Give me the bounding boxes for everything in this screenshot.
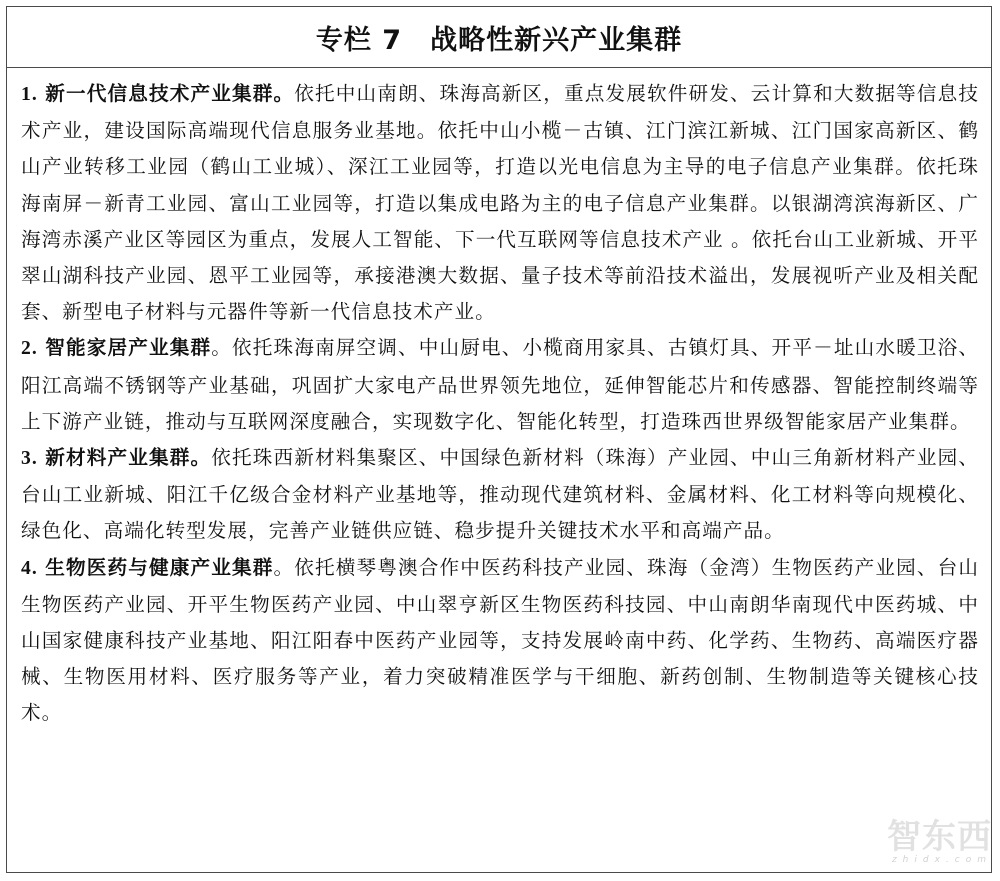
section-body: 。依托横琴粤澳合作中医药科技产业园、珠海（金湾）生物医药产业园、台山生物医药产业园、开平生物医药产业园、中山翠亨新区生物医药科技园、中山南朗华南现代中医药城、中山国家健康科技产业基地、阳江阳春中医药产业园等，支持发展岭南中药、化学药、生物药、高端医疗器械、生物医用材料、医疗服务等产业，着力突破精准医学与干细胞、新药创制、生物制造等关键核心技术。 (21, 555, 979, 725)
section-number: 4. (21, 557, 38, 579)
section-paragraph-4 (21, 550, 979, 732)
section-body: 依托珠西新材料集聚区、中国绿色新材料（珠海）产业园、中山三角新材料产业园、台山工业新城、阳江千亿级合金材料产业基地等，推动现代建筑材料、金属材料、化工材料等向规模化、绿色化、高端化转型发展，完善产业链供应链、稳步提升关键技术水平和高端产品。 (21, 446, 979, 543)
section-paragraph-1 (21, 76, 979, 330)
section-number: 2. (21, 338, 38, 360)
section-paragraph-3 (21, 440, 979, 550)
title-row (7, 7, 991, 68)
section-number: 1. (21, 84, 38, 105)
column-title: 专栏 7 战略性新兴产业集群 (315, 24, 683, 56)
column-box (6, 6, 992, 873)
section-number: 3. (21, 448, 38, 470)
watermark-logo-text: 智东西 (887, 817, 992, 857)
section-heading: 智能家居产业集群 (45, 336, 212, 360)
watermark-domain-text: zhidx.com (891, 855, 992, 865)
section-heading: 生物医药与健康产业集群 (45, 555, 274, 579)
section-heading: 新一代信息技术产业集群。 (45, 82, 295, 105)
section-body: 。依托珠海南屏空调、中山厨电、小榄商用家具、古镇灯具、开平－址山水暖卫浴、阳江高端不锈钢等产业基础，巩固扩大家电产品世界领先地位，延伸智能芯片和传感器、智能控制终端等上下游产业链，推动与互联网深度融合，实现数字化、智能化转型，打造珠西世界级智能家居产业集群。 (21, 336, 979, 433)
section-heading: 新材料产业集群。 (45, 446, 212, 470)
section-body: 依托中山南朗、珠海高新区，重点发展软件研发、云计算和大数据等信息技术产业，建设国际高端现代信息服务业基地。依托中山小榄－古镇、江门滨江新城、江门国家高新区、鹤山产业转移工业园（鹤山工业城）、深江工业园等，打造以光电信息为主导的电子信息产业集群。依托珠海南屏－新青工业园、富山工业园等，打造以集成电路为主的电子信息产业集群。以银湖湾滨海新区、广海湾赤溪产业区等园区为重点，发展人工智能、下一代互联网等信息技术产业 。依托台山工业新城、开平翠山湖科技产业园、恩平工业园等，承接港澳大数据、量子技术等前沿技术溢出，发展视听产业及相关配套、新型电子材料与元器件等新一代信息技术产业。 (21, 82, 979, 324)
section-paragraph-2 (21, 330, 979, 440)
column-content (7, 68, 991, 732)
